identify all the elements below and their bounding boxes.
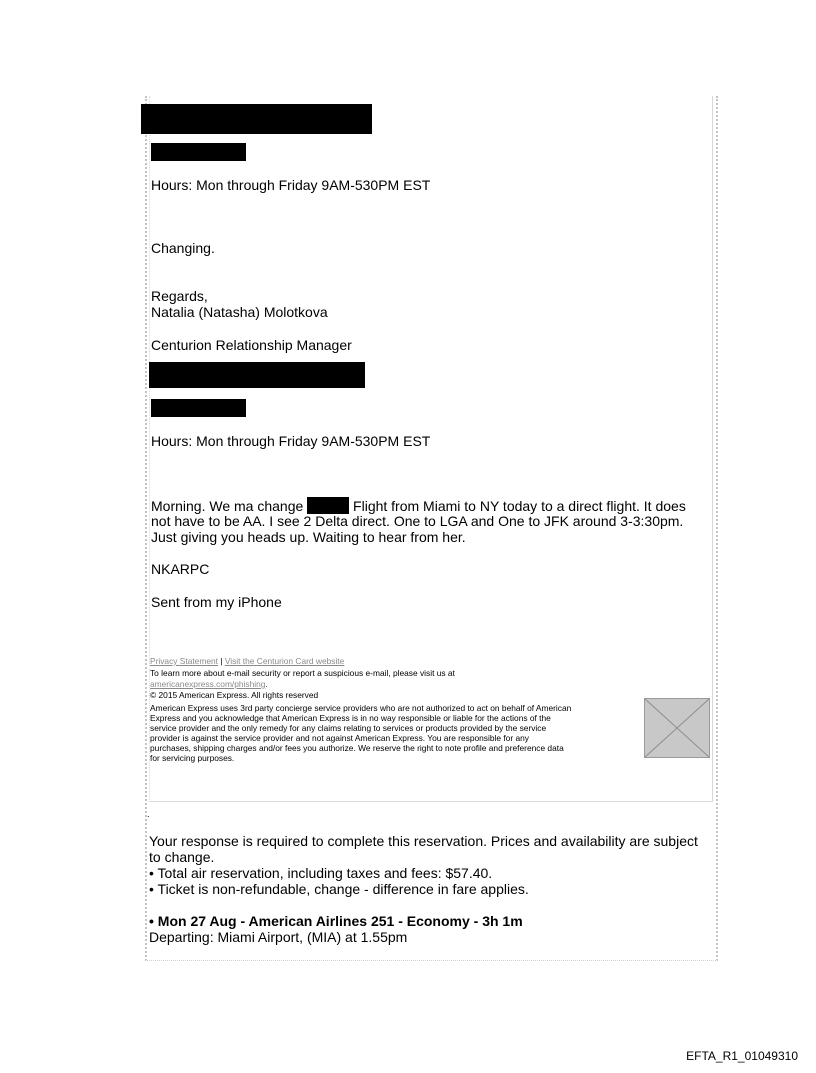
initials-text: NKARPC: [151, 561, 210, 577]
reservation-intro: to change.: [149, 849, 215, 865]
reservation-bullet: • Ticket is non-refundable, change - difference in fare applies.: [149, 881, 529, 897]
centurion-website-link[interactable]: Visit the Centurion Card website: [224, 656, 345, 666]
broken-image-icon: [644, 698, 710, 758]
hours-text: Hours: Mon through Friday 9AM-530PM EST: [151, 433, 431, 449]
message-line: [151, 497, 686, 514]
disclaimer-line: Express and you acknowledge that American Express is in no way responsible or liable for the actions of the: [150, 713, 551, 723]
message-line: not have to be AA. I see 2 Delta direct. One to LGA and One to JFK around 3-3:30pm.: [151, 513, 684, 529]
regards-text: Regards,: [151, 288, 208, 304]
disclaimer-line: provider is against the service provider and not against American Express. You are responsible for any: [150, 733, 529, 743]
disclaimer-line: for servicing purposes.: [150, 753, 235, 763]
message-line: Just giving you heads up. Waiting to hear from her.: [151, 529, 466, 545]
footer-links: [150, 656, 344, 666]
redaction-bar: [141, 104, 372, 134]
phishing-link[interactable]: americanexpress.com/phishing: [150, 679, 266, 689]
redaction-bar: [151, 143, 246, 161]
sent-from-text: Sent from my iPhone: [151, 594, 282, 610]
phishing-line: americanexpress.com/phishing.: [150, 679, 268, 689]
signer-name: Natalia (Natasha) Molotkova: [151, 304, 328, 320]
disclaimer-line: purchases, shipping charges and/or fees you authorize. We reserve the right to note profile and preference data: [150, 743, 564, 753]
message-part: Morning. We ma change: [151, 498, 304, 514]
separator-dot: .: [147, 809, 150, 819]
disclaimer-line: service provider and the only remedy for any claims relating to services or products provided by the service: [150, 723, 547, 733]
redaction-bar: [149, 362, 365, 388]
security-line: To learn more about e-mail security or report a suspicious e-mail, please visit us at: [150, 668, 455, 678]
reservation-bullet: • Total air reservation, including taxes and fees: $57.40.: [149, 865, 493, 881]
privacy-statement-link[interactable]: Privacy Statement: [150, 656, 218, 666]
page-id: EFTA_R1_01049310: [686, 1049, 798, 1063]
redaction-bar: [307, 497, 349, 514]
disclaimer-line: American Express uses 3rd party concierge service providers who are not authorized to act on behalf of American: [150, 703, 572, 713]
copyright-text: © 2015 American Express. All rights reserved: [150, 690, 319, 700]
signer-title: Centurion Relationship Manager: [151, 337, 352, 353]
link-separator: |: [220, 656, 223, 666]
redaction-bar: [151, 399, 246, 417]
flight-heading: • Mon 27 Aug - American Airlines 251 - Economy - 3h 1m: [149, 913, 523, 929]
reservation-intro: Your response is required to complete this reservation. Prices and availability are subject: [149, 833, 698, 849]
hours-text: Hours: Mon through Friday 9AM-530PM EST: [151, 177, 431, 193]
message-text: Changing.: [151, 240, 215, 256]
departing-text: Departing: Miami Airport, (MIA) at 1.55pm: [149, 929, 408, 945]
message-part: Flight from Miami to NY today to a direct flight. It does: [353, 498, 686, 514]
